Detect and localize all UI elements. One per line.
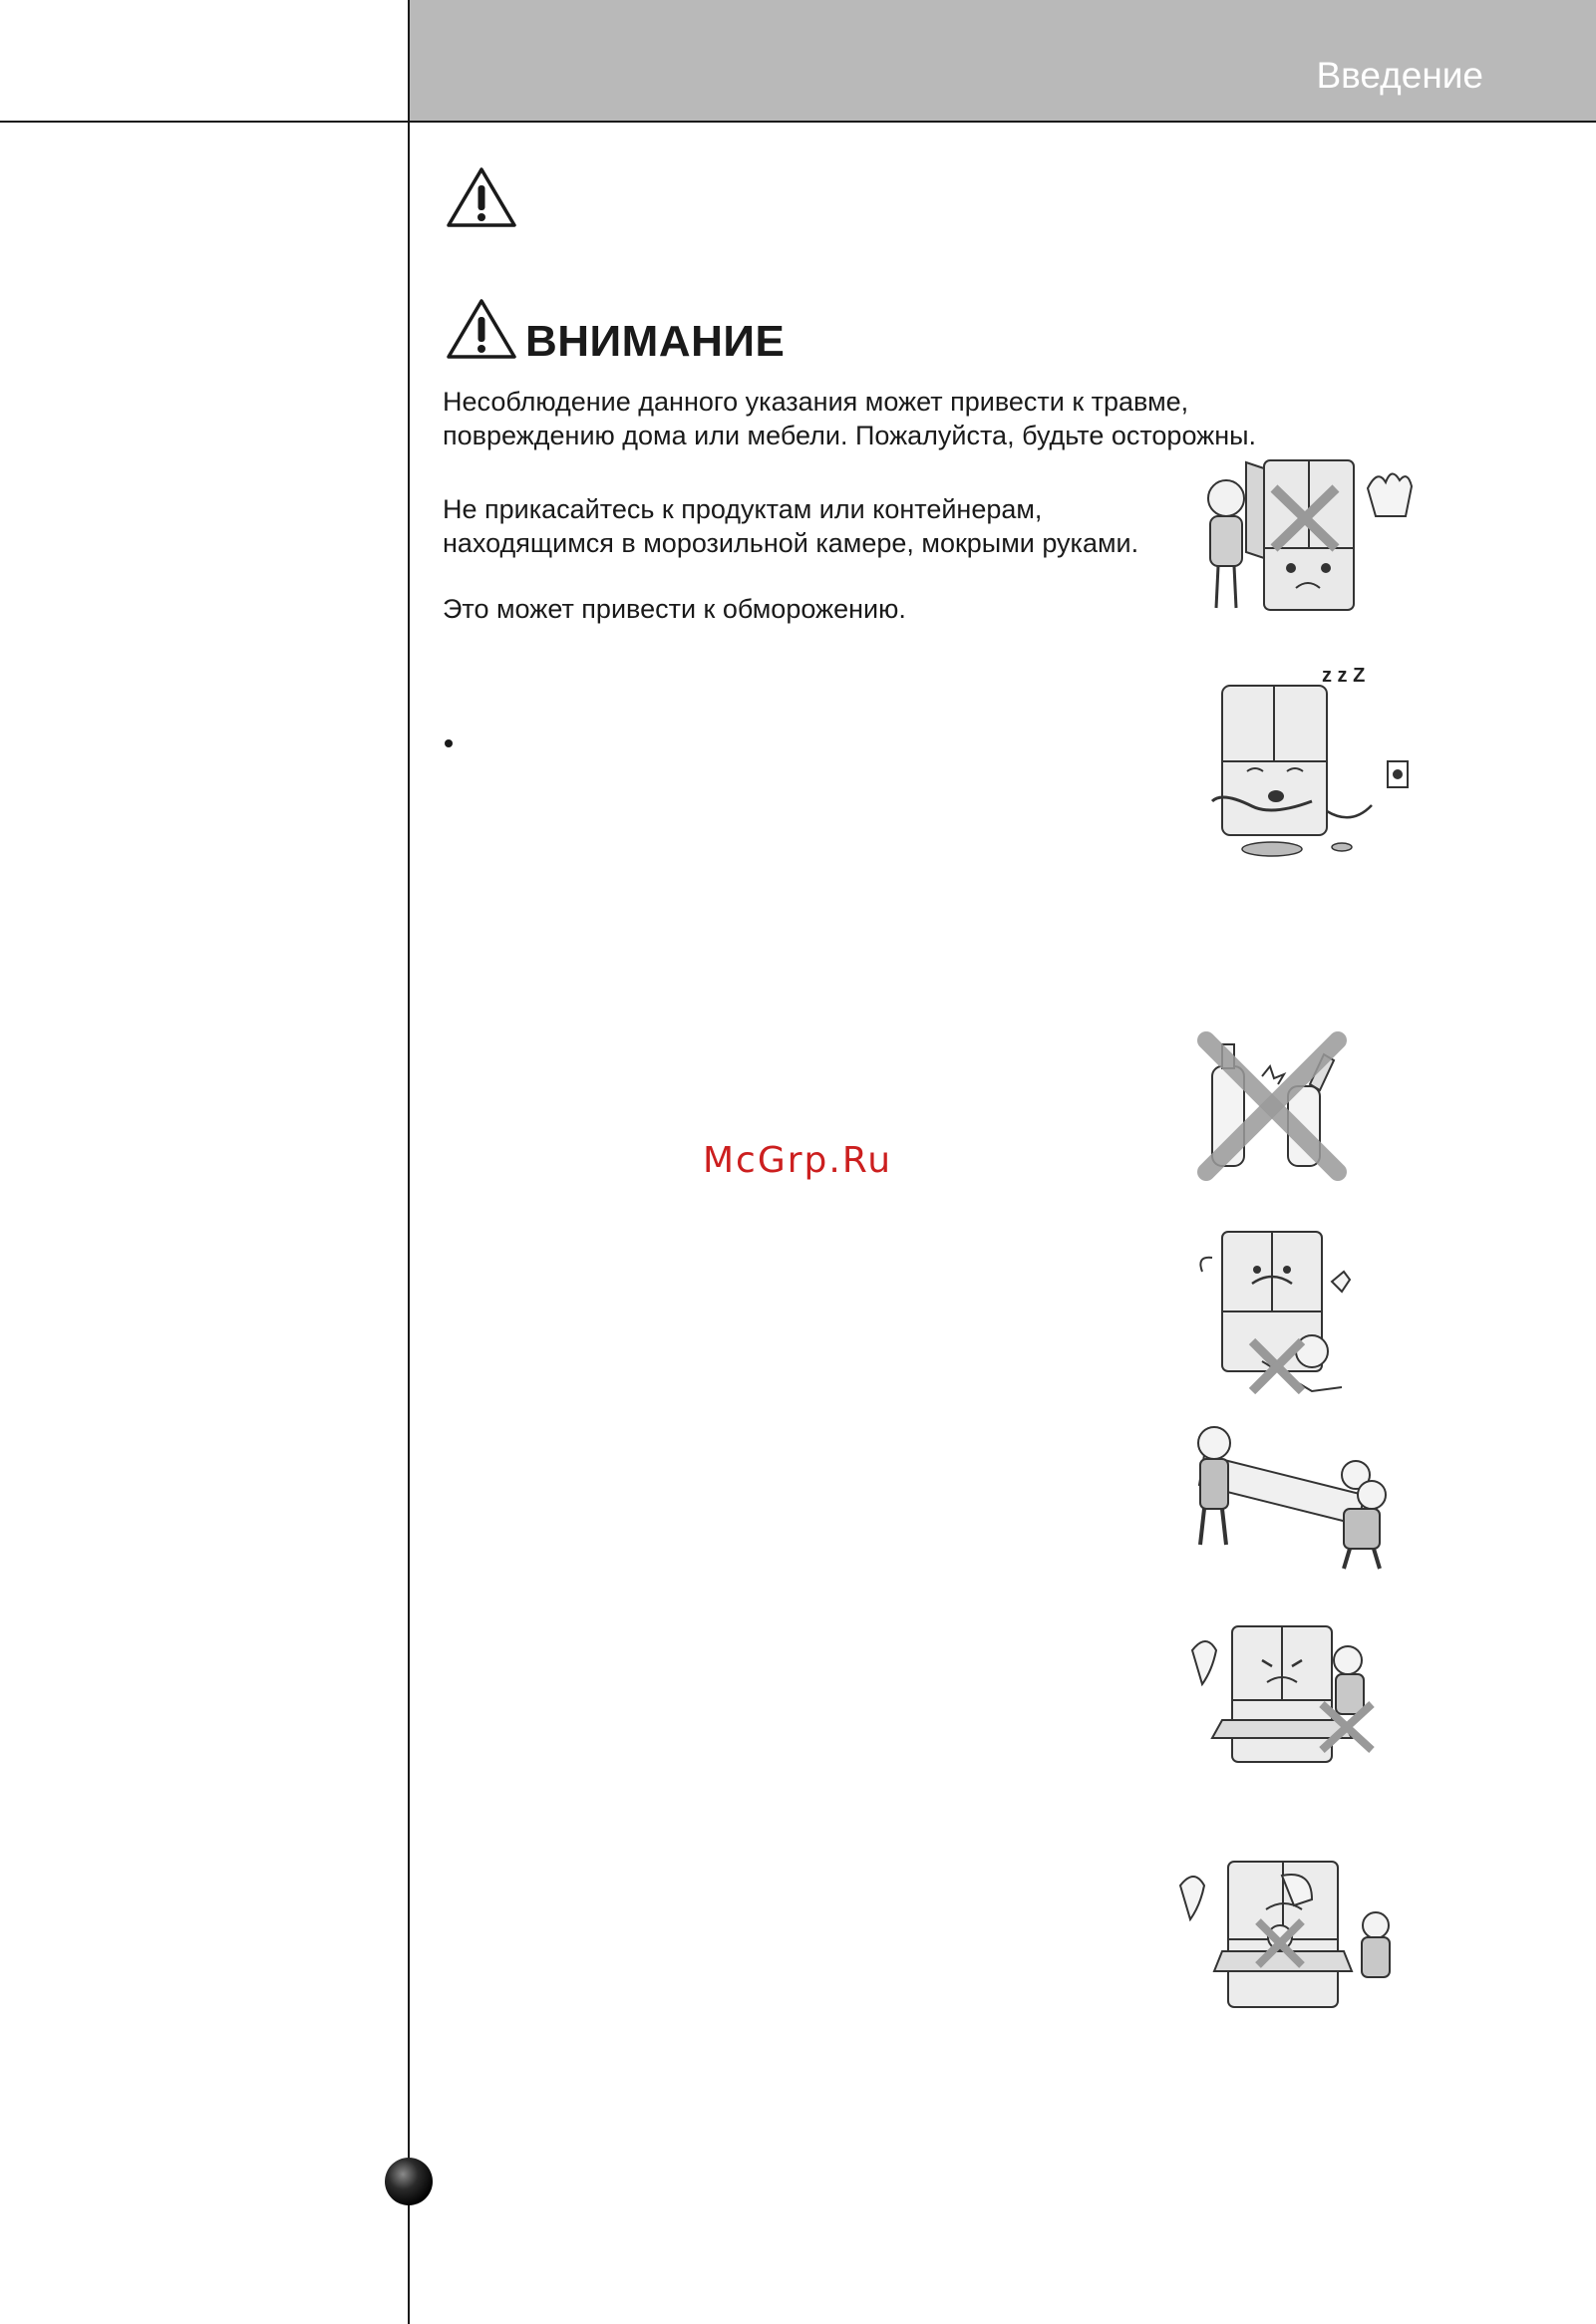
child-on-drawer-illustration xyxy=(1172,1620,1392,1770)
warning-paragraph-1: Несоблюдение данного указания может привести к травме, повреждению дома или мебели. Пожалуйста, будьте осторожны. xyxy=(443,387,1257,450)
margin-rule xyxy=(408,0,410,2324)
header-band xyxy=(410,0,1596,121)
top-rule xyxy=(0,121,1596,123)
child-inside-drawer-illustration xyxy=(1162,1856,1402,2015)
carrying-fridge-illustration xyxy=(1164,1415,1404,1575)
heading-warning-icon xyxy=(445,297,518,366)
warning-paragraph-2: Не прикасайтесь к продуктам или контейнерам, находящимся в морозильной камере, мокрыми руками. xyxy=(443,494,1139,558)
unplugged-sleeping-fridge-illustration xyxy=(1192,652,1422,861)
page-marker-dot xyxy=(385,2158,433,2205)
bullet-point xyxy=(445,739,453,747)
wet-hands-fridge-illustration xyxy=(1186,448,1426,618)
warning-triangle-icon xyxy=(445,165,518,234)
warning-heading: ВНИМАНИЕ xyxy=(525,317,786,366)
child-under-fridge-illustration xyxy=(1192,1222,1362,1401)
section-title: Введение xyxy=(1316,55,1483,96)
watermark-text: McGrp.Ru xyxy=(703,1140,893,1181)
warning-paragraph-3: Это может привести к обморожению. xyxy=(443,594,906,624)
bottles-crossed-illustration xyxy=(1192,1026,1352,1186)
svg-text:z z Z: z z Z xyxy=(1322,665,1366,687)
